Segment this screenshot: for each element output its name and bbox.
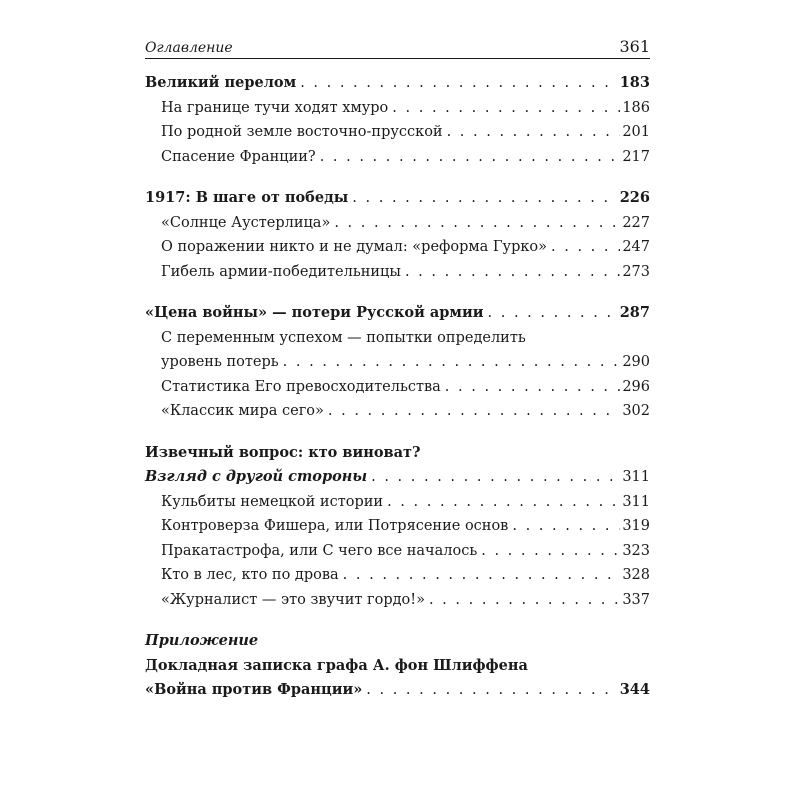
toc-chapter-title: Великий перелом xyxy=(145,74,297,91)
toc-chapter-title: «Цена войны» — потери Русской армии xyxy=(145,304,484,321)
toc-item xyxy=(145,563,650,588)
toc-item-page: 217 xyxy=(622,148,650,165)
toc-chapter-page: 226 xyxy=(619,189,650,206)
toc-section-2 xyxy=(145,186,650,284)
toc-item-title: «Солнце Аустерлица» xyxy=(161,214,331,231)
toc-chapter xyxy=(145,301,650,326)
dot-leader xyxy=(429,588,620,613)
toc-item xyxy=(145,235,650,260)
toc-chapter-title-line: Извечный вопрос: кто виноват? xyxy=(145,443,421,461)
page-number: 361 xyxy=(619,37,650,56)
toc-item-title: «Классик мира сего» xyxy=(161,403,324,419)
dot-leader xyxy=(392,96,620,121)
toc-item-title: На границе тучи ходят хмуро xyxy=(161,99,389,116)
toc-item-page: 337 xyxy=(622,591,650,608)
toc-chapter-page: 344 xyxy=(619,681,650,698)
toc-item-title: Контроверза Фишера, или Потрясение основ xyxy=(161,518,509,534)
toc-item-title: Статистика Его превосходительства xyxy=(161,378,441,395)
toc-item-page: 227 xyxy=(622,214,650,231)
toc-item-page: 186 xyxy=(622,99,650,116)
toc-item-title: Спасение Франции? xyxy=(161,148,316,165)
toc-item-page: 273 xyxy=(622,263,650,280)
toc-chapter xyxy=(145,465,650,490)
toc-item-page: 201 xyxy=(622,124,650,140)
toc-item-page: 323 xyxy=(622,542,650,559)
dot-leader xyxy=(387,490,620,515)
toc-chapter-title: 1917: В шаге от победы xyxy=(145,189,349,206)
toc-item xyxy=(145,399,650,424)
toc-chapter-subtitle: Взгляд с другой стороны xyxy=(145,468,368,485)
dot-leader xyxy=(300,71,618,96)
toc-item-page: 290 xyxy=(622,354,650,370)
toc-chapter-page: 183 xyxy=(619,74,650,91)
toc-item-page: 319 xyxy=(622,518,650,534)
dot-leader xyxy=(366,678,617,703)
dot-leader xyxy=(320,145,621,170)
toc-section-appendix xyxy=(145,629,650,703)
toc-section-1 xyxy=(145,71,650,169)
toc-chapter xyxy=(145,71,650,96)
toc-item-title: Кто в лес, кто по дрова xyxy=(161,567,339,583)
toc-item-title: По родной земле восточно-прусской xyxy=(161,124,443,140)
toc-item-title: О поражении никто и не думал: «реформа Гурко» xyxy=(161,239,548,255)
toc-item xyxy=(145,145,650,170)
dot-leader xyxy=(445,375,621,400)
dot-leader xyxy=(371,465,620,490)
dot-leader xyxy=(447,120,621,145)
running-head xyxy=(145,34,650,59)
toc-item-title: «Журналист — это звучит гордо!» xyxy=(161,591,425,608)
dot-leader xyxy=(328,399,620,424)
toc-chapter xyxy=(145,678,650,703)
dot-leader xyxy=(551,235,620,260)
toc-appendix-label: Приложение xyxy=(145,632,259,649)
toc-item xyxy=(145,588,650,613)
toc-item xyxy=(145,514,650,539)
book-page xyxy=(145,34,650,720)
dot-leader xyxy=(405,260,620,285)
toc-item xyxy=(145,211,650,236)
toc-item-page: 247 xyxy=(622,239,650,255)
toc-item xyxy=(145,260,650,285)
toc-item-title-line: С переменным успехом — попытки определить xyxy=(161,329,526,346)
toc-chapter-title-line: Докладная записка графа А. фон Шлиффена xyxy=(145,656,528,674)
toc-item-title: Гибель армии-победительницы xyxy=(161,263,401,280)
toc-item-page: 302 xyxy=(622,403,650,419)
toc-item-title: уровень потерь xyxy=(161,354,279,370)
toc-item xyxy=(145,490,650,515)
dot-leader xyxy=(512,514,620,539)
toc-chapter-page: 287 xyxy=(619,304,650,321)
toc-section-3 xyxy=(145,301,650,424)
toc-item xyxy=(145,539,650,564)
toc-item-page: 328 xyxy=(622,567,650,583)
dot-leader xyxy=(283,350,621,375)
toc-item-title: Пракатастрофа, или С чего все началось xyxy=(161,542,478,559)
toc-item xyxy=(145,96,650,121)
dot-leader xyxy=(343,563,621,588)
running-head-title: Оглавление xyxy=(145,40,233,56)
dot-leader xyxy=(481,539,620,564)
toc-item-page: 296 xyxy=(622,378,650,395)
dot-leader xyxy=(334,211,620,236)
toc-item-page: 311 xyxy=(622,493,650,510)
table-of-contents xyxy=(145,71,650,703)
toc-item xyxy=(145,375,650,400)
toc-chapter-title: «Война против Франции» xyxy=(145,681,363,698)
toc-section-4 xyxy=(145,441,650,613)
dot-leader xyxy=(488,301,618,326)
toc-item xyxy=(145,120,650,145)
dot-leader xyxy=(352,186,617,211)
toc-chapter-page: 311 xyxy=(622,469,650,485)
toc-item-title: Кульбиты немецкой истории xyxy=(161,493,384,510)
toc-item xyxy=(145,350,650,375)
toc-chapter xyxy=(145,186,650,211)
